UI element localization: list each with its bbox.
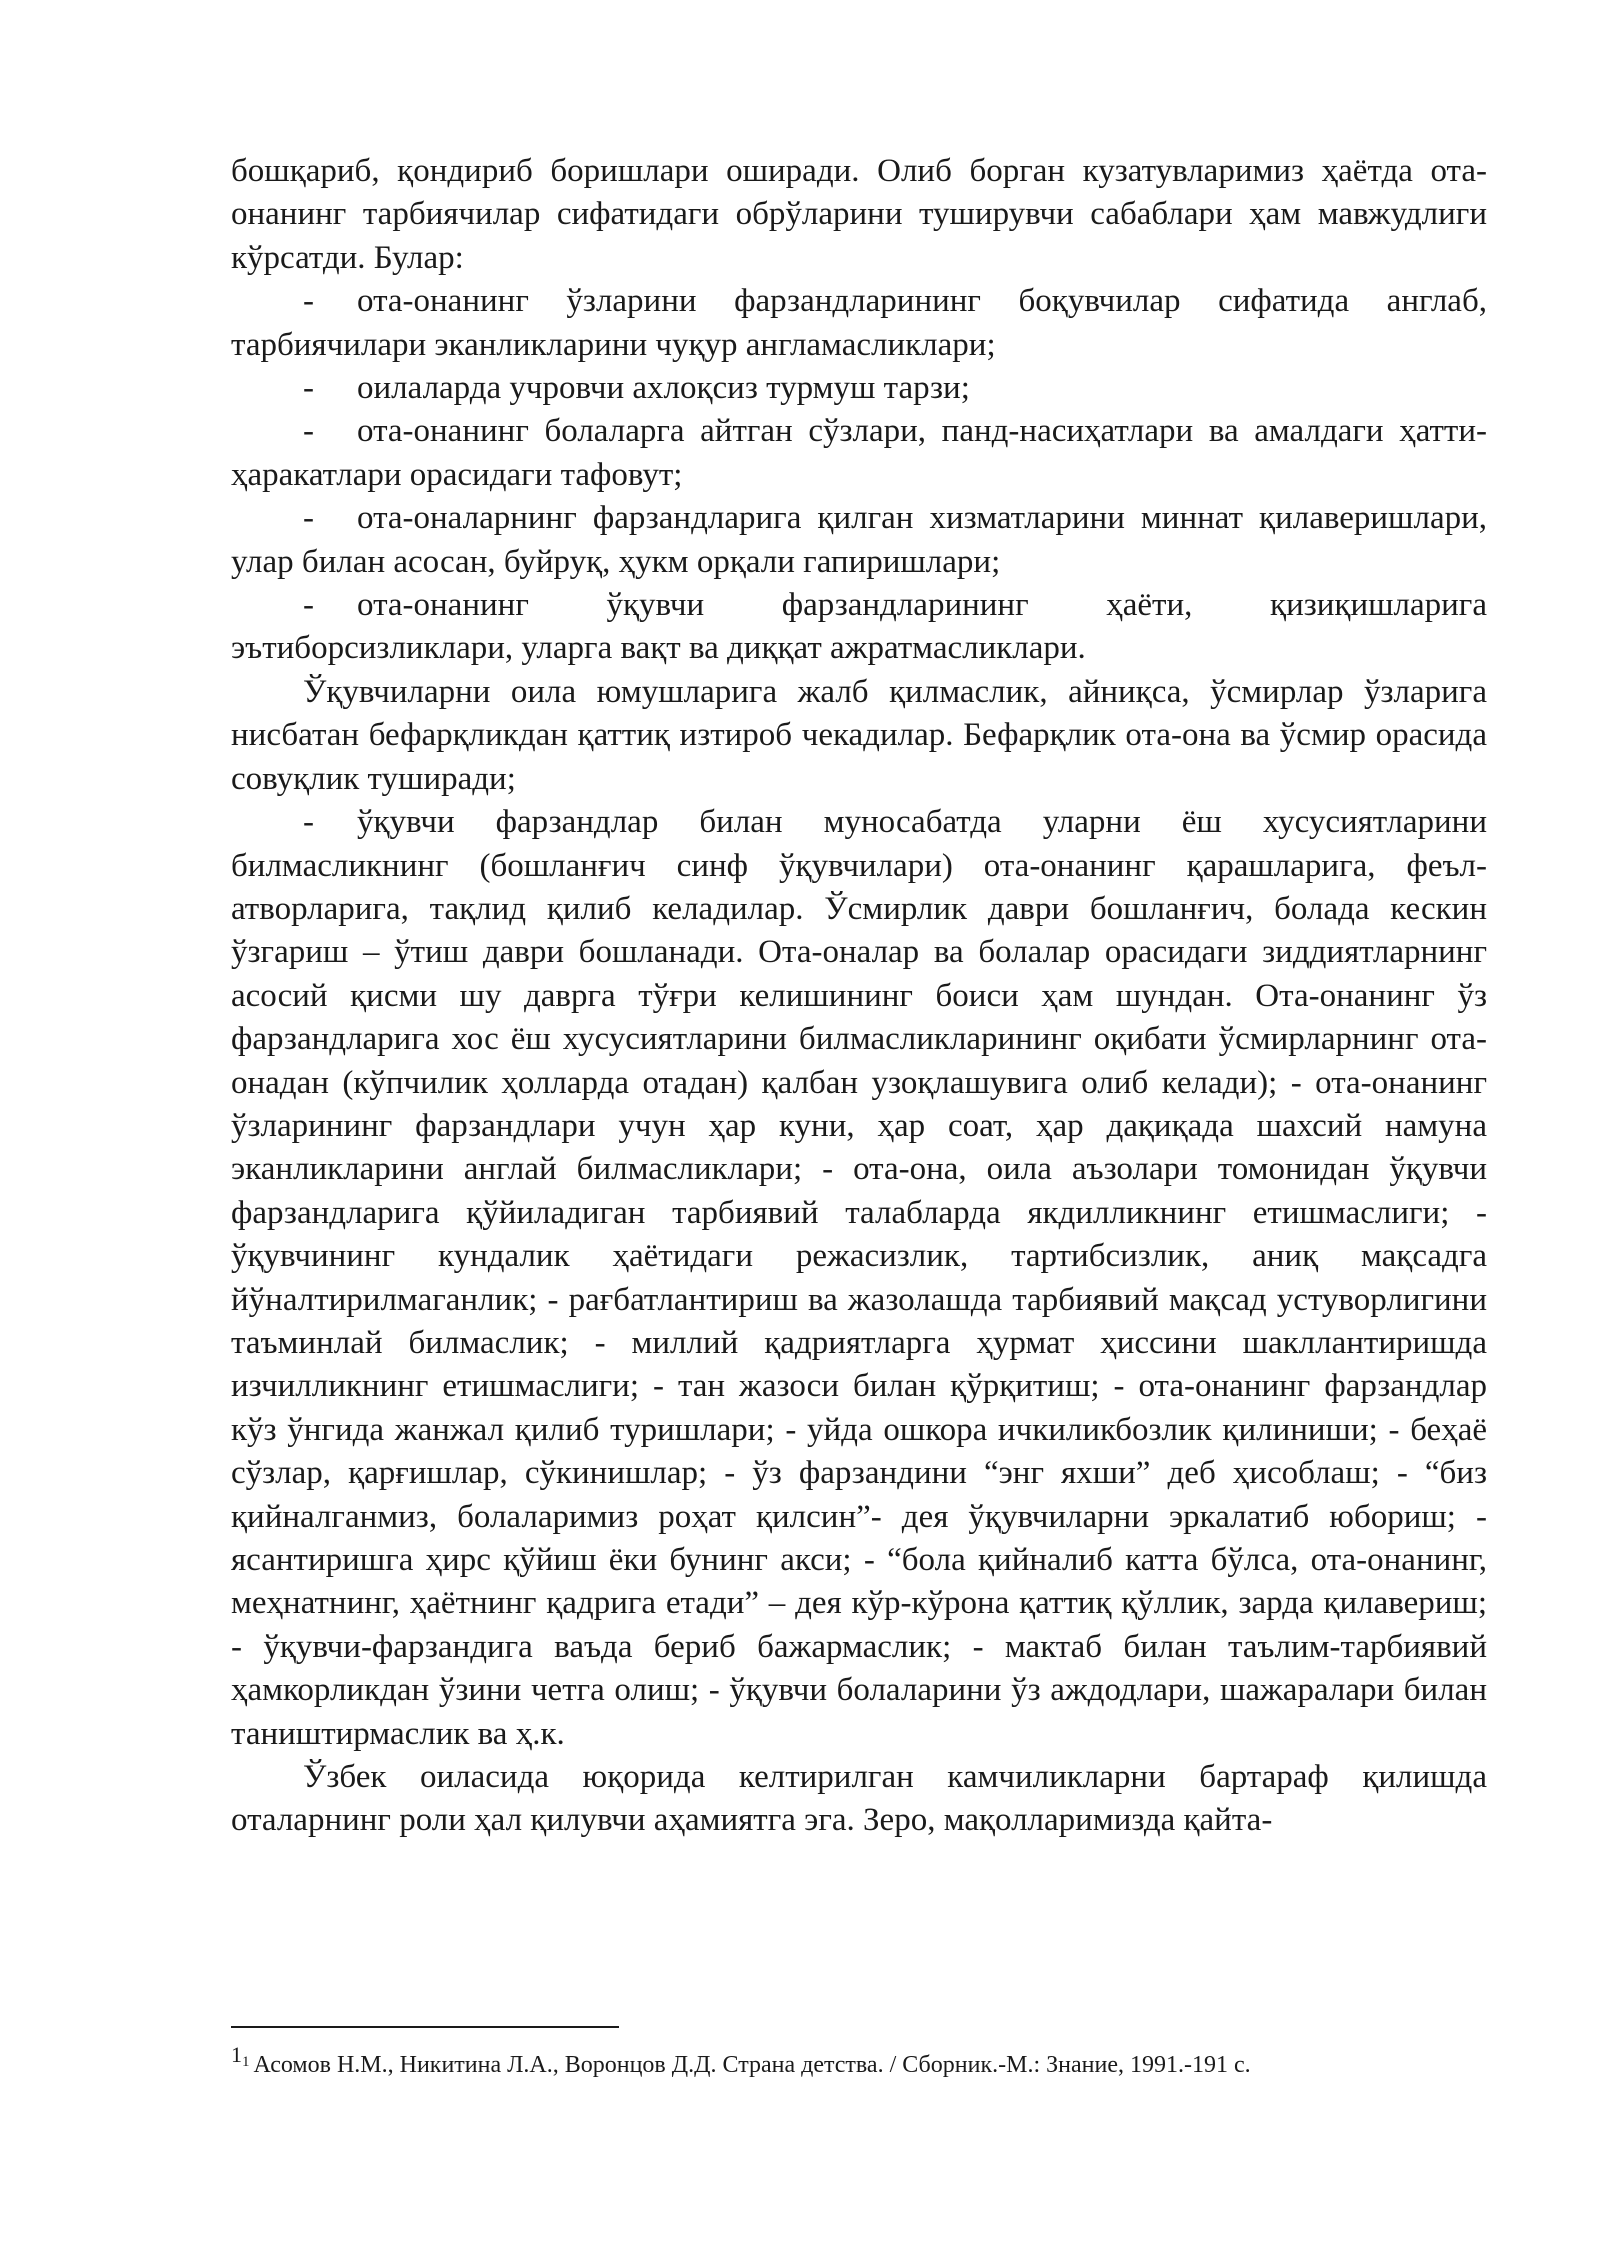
bullet-text: оилаларда учровчи ахлоқсиз турмуш тарзи; bbox=[357, 370, 970, 407]
paragraph-indifference: Ўқувчиларни оила юмушларига жалб қилмаслик, айниқса, ўсмирлар ўзларига нисбатан бефарқликдан қаттиқ изтироб чекадилар. Бефарқлик ота-она ва ўсмир орасида совуқлик туширади; bbox=[231, 673, 1487, 797]
paragraph-fathers-role: Ўзбек оиласида юқорида келтирилган камчиликларни бартараф қилишда оталарнинг роли ҳал қилувчи аҳамиятга эга. Зеро, мақолларимизда қайта- bbox=[231, 1759, 1487, 1839]
bullet-dash: - bbox=[303, 413, 314, 450]
bullet-text: ўқувчи фарзандлар билан муносабатда уларни ёш хусусиятларини билмасликнинг (бошланғич синф ўқувчилари) ота-онанинг қарашларига, феъл-атворларига, тақлид қилиб келадилар. Ўсмирлик даври бошланғич, болада кескин ўзгариш – ўтиш даври бошланади. Ота-оналар ва болалар орасидаги зиддиятларнинг асосий қисми шу даврга тўғри келишининг боиси ҳам шундан. Ота-онанинг ўз фарзандларига хос ёш хусусиятларини билмасликларининг оқибати ўсмирларнинг ота-онадан (кўпчилик ҳолларда отадан) қалбан узоқлашувига олиб келади); - ота-онанинг ўзларининг фарзандлари учун ҳар куни, ҳар соат, ҳар дақиқада шахсий намуна эканликларини англай билмасликлари; - ота-она, оила аъзолари томонидан ўқувчи фарзандларига қўйиладиган тарбиявий талабларда якдилликнинг етишмаслиги; - ўқувчининг кундалик ҳаётидаги режасизлик, тартибсизлик, аниқ мақсадга йўналтирилмаганлик; - рағбатлантириш ва жазолашда тарбиявий мақсад устуворлигини таъминлай билмаслик; - миллий қадриятларга ҳурмат ҳиссини шакллантиришда изчилликнинг етишмаслиги; - тан жазоси билан қўрқитиш; - ота-онанинг фарзандлар кўз ўнгида жанжал қилиб туришлари; - уйда ошкора ичкиликбозлик қилиниши; - беҳаё сўзлар, қарғишлар, сўкинишлар; - ўз фарзандини “энг яхши” деб ҳисоблаш; - “биз қийналганмиз, болаларимиз роҳат қилсин”- дея ўқувчиларни эркалатиб юбориш; - ясантиришга ҳирс қўйиш ёки бунинг акси; - “бола қийналиб катта бўлса, ота-онанинг, меҳнатнинг, ҳаётнинг қадрига етади” – дея кўр-кўрона қаттиқ қўллик, зарда қилавериш; - ўқувчи-фарзандига ваъда бериб бажармаслик; - мактаб билан таълим-тарбиявий ҳамкорликдан ўзини четга олиш; - ўқувчи болаларини ўз аждодлари, шажаралари билан таништирмаслик ва ҳ.к. bbox=[231, 804, 1487, 1752]
bullet-text: ота-онанинг болаларга айтган сўзлари, панд-насиҳатлари ва амалдаги ҳатти-ҳаракатлари орасидаги тафовут; bbox=[231, 413, 1487, 493]
footnote-inner-marker: 1 bbox=[242, 2054, 250, 2070]
bullet-dash: - bbox=[303, 500, 314, 537]
bullet-item bbox=[231, 367, 1487, 410]
bullet-item bbox=[231, 497, 1487, 584]
bullet-dash: - bbox=[303, 804, 314, 841]
bullet-text: ота-онанинг ўзларини фарзандларининг боқувчилар сифатида англаб, тарбиячилари эканликларини чуқур англамасликлари; bbox=[231, 283, 1487, 363]
bullet-item bbox=[231, 280, 1487, 367]
bullet-dash: - bbox=[303, 587, 314, 624]
footnote-marker: 1 bbox=[231, 2042, 242, 2067]
bullet-item bbox=[231, 410, 1487, 497]
bullet-text: ота-онанинг ўқувчи фарзандларининг ҳаёти, қизиқишларига эътиборсизликлари, уларга вақт ва диққат ажратмасликлари. bbox=[231, 587, 1487, 667]
bullet-dash: - bbox=[303, 283, 314, 320]
footnote bbox=[231, 2040, 1487, 2080]
bullet-item bbox=[231, 584, 1487, 671]
bullet-text: ота-оналарнинг фарзандларига қилган хизматларини миннат қилаверишлари, улар билан асосан, буйруқ, ҳукм орқали гапиришлари; bbox=[231, 500, 1487, 580]
bullet-item bbox=[231, 801, 1487, 1756]
bullet-dash: - bbox=[303, 370, 314, 407]
footnote-text: Асомов Н.М., Никитина Л.А., Воронцов Д.Д. Страна детства. / Сборник.-М.: Знание, 1991.-191 с. bbox=[253, 2052, 1251, 2078]
footnote-divider bbox=[231, 2026, 619, 2028]
paragraph-intro: бошқариб, қондириб боришлари оширади. Олиб борган кузатувларимиз ҳаётда ота-онанинг тарбиячилар сифатидаги обрўларини туширувчи сабаблари ҳам мавжудлиги кўрсатди. Булар: bbox=[231, 153, 1487, 276]
page-body bbox=[231, 150, 1487, 1843]
